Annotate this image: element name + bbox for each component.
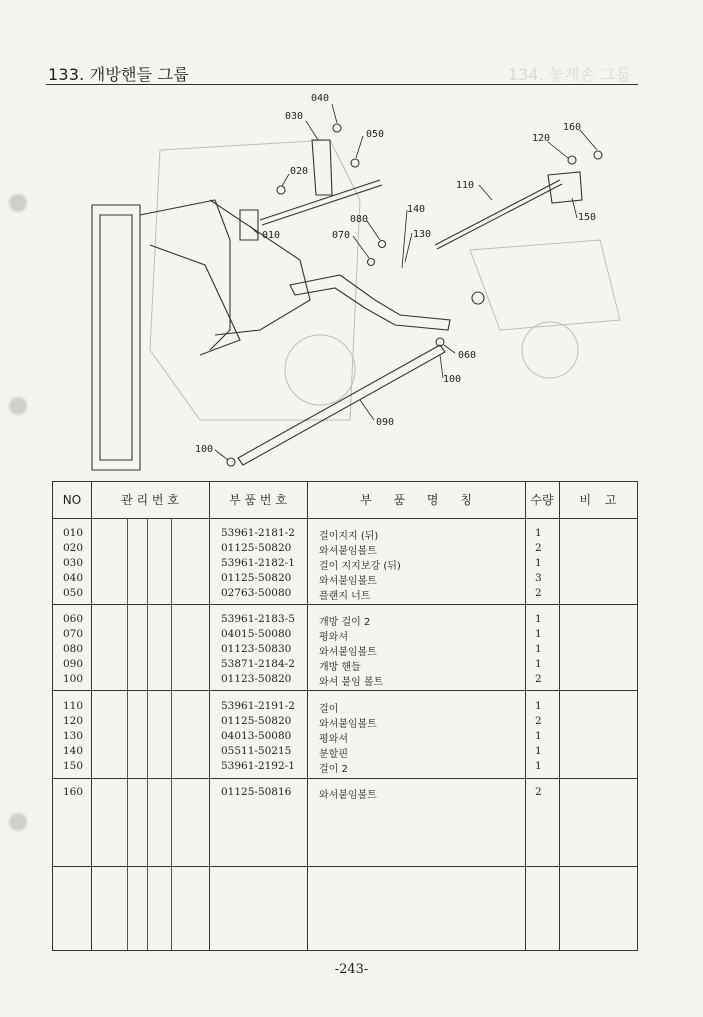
table-row	[53, 572, 637, 587]
header-remarks: 비 고	[579, 493, 617, 507]
table-row	[53, 643, 637, 658]
header-no: NO	[62, 493, 82, 507]
cell-name: 개방 걸이 2	[319, 617, 371, 628]
callout-070: 070	[332, 230, 351, 241]
cell-no: 120	[63, 715, 84, 727]
table-row	[53, 557, 637, 572]
cell-part-no: 01123-50830	[221, 643, 292, 655]
table-row	[53, 760, 637, 775]
cell-part-no: 01125-50820	[221, 715, 292, 727]
table-row	[53, 730, 637, 745]
cell-qty: 1	[535, 760, 542, 772]
binder-hole	[8, 812, 28, 832]
page-title: 133. 개방핸들 그룹	[48, 65, 189, 84]
table-row	[53, 700, 637, 715]
callout-100: 100	[443, 374, 462, 385]
cell-name: 플랜지 너트	[319, 591, 371, 602]
cell-part-no: 53961-2183-5	[221, 613, 295, 625]
cell-no: 060	[63, 613, 84, 625]
cell-part-no: 53961-2181-2	[221, 527, 295, 539]
callout-050: 050	[366, 129, 385, 140]
cell-qty: 1	[535, 628, 542, 640]
parts-table	[52, 481, 638, 951]
cell-part-no: 01123-50820	[221, 673, 292, 685]
cell-no: 100	[63, 673, 84, 685]
cell-no: 090	[63, 658, 84, 670]
cell-qty: 2	[535, 542, 542, 554]
cell-name: 와셔붙임볼트	[319, 576, 377, 587]
table-row	[53, 658, 637, 673]
cell-name: 걸이 지지보강 (뒤)	[319, 561, 401, 572]
cell-qty: 2	[535, 786, 542, 798]
callout-080: 080	[350, 214, 369, 225]
cell-part-no: 53961-2191-2	[221, 700, 295, 712]
cell-qty: 2	[535, 715, 542, 727]
cell-name: 걸이 2	[319, 764, 348, 775]
cell-no: 160	[63, 786, 84, 798]
table-row	[53, 587, 637, 602]
group-divider	[53, 866, 637, 867]
cell-qty: 1	[535, 730, 542, 742]
table-row	[53, 745, 637, 760]
cell-no: 040	[63, 572, 84, 584]
cell-part-no: 01125-50820	[221, 542, 292, 554]
cell-part-no: 02763-50080	[221, 587, 292, 599]
table-row	[53, 628, 637, 643]
cell-part-no: 04015-50080	[221, 628, 292, 640]
cell-part-no: 04013-50080	[221, 730, 292, 742]
cell-part-no: 53961-2192-1	[221, 760, 295, 772]
cell-part-no: 01125-50820	[221, 572, 292, 584]
callout-040: 040	[311, 93, 330, 104]
callout-150: 150	[578, 212, 597, 223]
page-number: -243-	[334, 962, 369, 977]
callout-160: 160	[563, 122, 582, 133]
cell-no: 070	[63, 628, 84, 640]
cell-part-no: 05511-50215	[221, 745, 292, 757]
cell-no: 050	[63, 587, 84, 599]
cell-no: 130	[63, 730, 84, 742]
table-row	[53, 542, 637, 557]
cell-qty: 2	[535, 587, 542, 599]
cell-name: 와셔붙임볼트	[319, 790, 377, 801]
cell-no: 020	[63, 542, 84, 554]
callout-130: 130	[413, 229, 432, 240]
cell-qty: 2	[535, 673, 542, 685]
callout-090: 090	[376, 417, 395, 428]
callout-010: 010	[262, 230, 281, 241]
cell-no: 010	[63, 527, 84, 539]
callout-020: 020	[290, 166, 309, 177]
cell-part-no: 01125-50816	[221, 786, 292, 798]
cell-qty: 3	[535, 572, 542, 584]
cell-qty: 1	[535, 700, 542, 712]
header-part-no: 부 품 번 호	[229, 493, 287, 507]
bleed-through-title: 134. 놓게손 그룹	[508, 65, 632, 84]
callout-140: 140	[407, 204, 426, 215]
table-row	[53, 786, 637, 801]
cell-name: 평와셔	[319, 734, 348, 745]
cell-name: 와셔붙임볼트	[319, 546, 377, 557]
cell-qty: 1	[535, 557, 542, 569]
cell-no: 140	[63, 745, 84, 757]
table-row	[53, 673, 637, 688]
cell-part-no: 53961-2182-1	[221, 557, 295, 569]
cell-name: 분할핀	[319, 749, 348, 760]
cell-qty: 1	[535, 658, 542, 670]
callout-100-lower: 100	[195, 444, 214, 455]
cell-no: 080	[63, 643, 84, 655]
callout-120: 120	[532, 133, 551, 144]
table-row	[53, 527, 637, 542]
header-part-name: 부 품 명 칭	[360, 493, 472, 507]
cell-qty: 1	[535, 527, 542, 539]
group-divider	[53, 604, 637, 605]
callout-060: 060	[458, 350, 477, 361]
cell-name: 평와셔	[319, 632, 348, 643]
cell-part-no: 53871-2184-2	[221, 658, 295, 670]
callout-030: 030	[285, 111, 304, 122]
table-row	[53, 715, 637, 730]
header-mgmt-no: 관 리 번 호	[121, 493, 179, 507]
cell-name: 와셔붙임볼트	[319, 647, 377, 658]
group-divider	[53, 690, 637, 691]
callout-110: 110	[456, 180, 475, 191]
cell-name: 개방 핸들	[319, 662, 361, 673]
table-row	[53, 613, 637, 628]
cell-no: 110	[63, 700, 84, 712]
cell-name: 와셔 붙임 볼트	[319, 677, 384, 688]
cell-no: 150	[63, 760, 84, 772]
group-divider	[53, 778, 637, 779]
cell-qty: 1	[535, 745, 542, 757]
cell-qty: 1	[535, 643, 542, 655]
cell-name: 와셔붙임볼트	[319, 719, 377, 730]
cell-no: 030	[63, 557, 84, 569]
header-qty: 수량	[530, 493, 554, 507]
cell-name: 걸이	[319, 704, 339, 715]
cell-name: 걸이지지 (뒤)	[319, 531, 379, 542]
exploded-parts-diagram	[0, 84, 703, 479]
cell-qty: 1	[535, 613, 542, 625]
table-header	[53, 482, 637, 519]
